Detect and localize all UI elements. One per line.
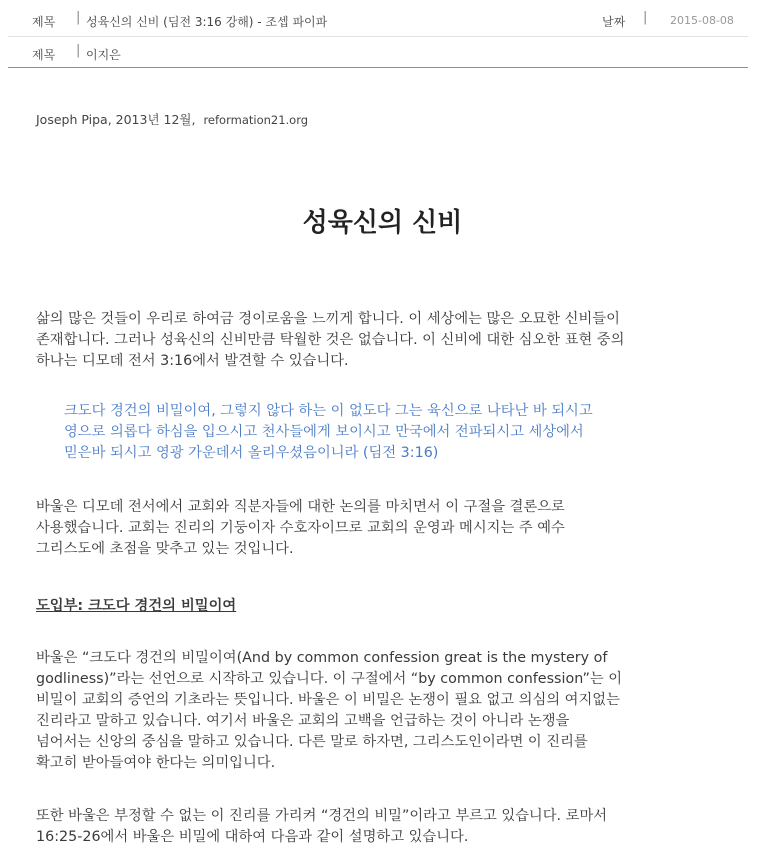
text-line: 바울은 “크도다 경건의 비밀이여(And by common confession great is the mystery of <box>36 650 608 666</box>
separator: | <box>643 10 648 25</box>
text-line: 존재합니다. 그러나 성육신의 신비만큼 탁월한 것은 없습니다. 이 신비에 대한 심오한 표현 중의 <box>36 332 625 348</box>
paragraph-confession <box>36 648 726 774</box>
scripture-quote <box>64 401 714 464</box>
title-row <box>8 4 748 37</box>
paragraph-context <box>36 497 726 560</box>
text-line: 사용했습니다. 교회는 진리의 기둥이자 수호자이므로 교회의 운영과 메시지는 주 예수 <box>36 520 565 536</box>
paragraph-intro <box>36 309 726 372</box>
post-author: 이지은 <box>86 48 121 62</box>
text-line: 하나는 디모데 전서 3:16에서 발견할 수 있습니다. <box>36 353 349 369</box>
header-divider <box>8 67 748 68</box>
source-text: Joseph Pipa, 2013년 12월, <box>36 112 196 127</box>
date-label: 날짜 <box>602 15 626 29</box>
text-line: 16:25-26에서 바울은 비밀에 대하여 다음과 같이 설명하고 있습니다. <box>36 829 469 845</box>
text-line: 비밀이 교회의 증언의 기초라는 뜻입니다. 바울은 이 비밀은 논쟁이 필요 없고 의심의 여지없는 <box>36 692 620 708</box>
author-row <box>8 37 748 69</box>
text-line: 삶의 많은 것들이 우리로 하여금 경이로움을 느끼게 합니다. 이 세상에는 많은 오묘한 신비들이 <box>36 311 620 327</box>
article-source <box>36 110 308 128</box>
text-line: 진리라고 말하고 있습니다. 여기서 바울은 교회의 고백을 언급하는 것이 아니라 논쟁을 <box>36 713 570 729</box>
quote-line: 영으로 의롭다 하심을 입으시고 천사들에게 보이시고 만국에서 전파되시고 세상에서 <box>64 424 584 440</box>
text-line: 바울은 디모데 전서에서 교회와 직분자들에 대한 논의를 마치면서 이 구절을 결론으로 <box>36 499 565 515</box>
author-label: 제목 <box>32 48 56 62</box>
section-heading: 도입부: 크도다 경건의 비밀이여 <box>36 598 237 614</box>
quote-line: 믿은바 되시고 영광 가운데서 올리우셨음이니라 (딤전 3:16) <box>64 445 439 461</box>
source-site: reformation21.org <box>203 113 309 127</box>
separator: | <box>76 43 81 58</box>
quote-line: 크도다 경건의 비밀이여, 그렇지 않다 하는 이 없도다 그는 육신으로 나타난 바 되시고 <box>64 403 593 419</box>
post-title: 성육신의 신비 (딤전 3:16 강해) - 조셉 파이파 <box>86 15 328 29</box>
text-line: godliness)”라는 선언으로 시작하고 있습니다. 이 구절에서 “by common confession”는 이 <box>36 671 623 687</box>
paragraph-mystery <box>36 806 726 848</box>
separator: | <box>76 10 81 25</box>
title-label: 제목 <box>32 15 56 29</box>
text-line: 또한 바울은 부정할 수 없는 이 진리를 가리켜 “경건의 비밀”이라고 부르고 있습니다. 로마서 <box>36 808 608 824</box>
article-title: 성육신의 신비 <box>302 208 463 238</box>
post-date: 2015-08-08 <box>670 14 734 27</box>
text-line: 확고히 받아들여야 한다는 의미입니다. <box>36 755 276 771</box>
text-line: 그리스도에 초점을 맞추고 있는 것입니다. <box>36 541 294 557</box>
text-line: 넘어서는 신앙의 중심을 말하고 있습니다. 다른 말로 하자면, 그리스도인이라면 이 진리를 <box>36 734 588 750</box>
